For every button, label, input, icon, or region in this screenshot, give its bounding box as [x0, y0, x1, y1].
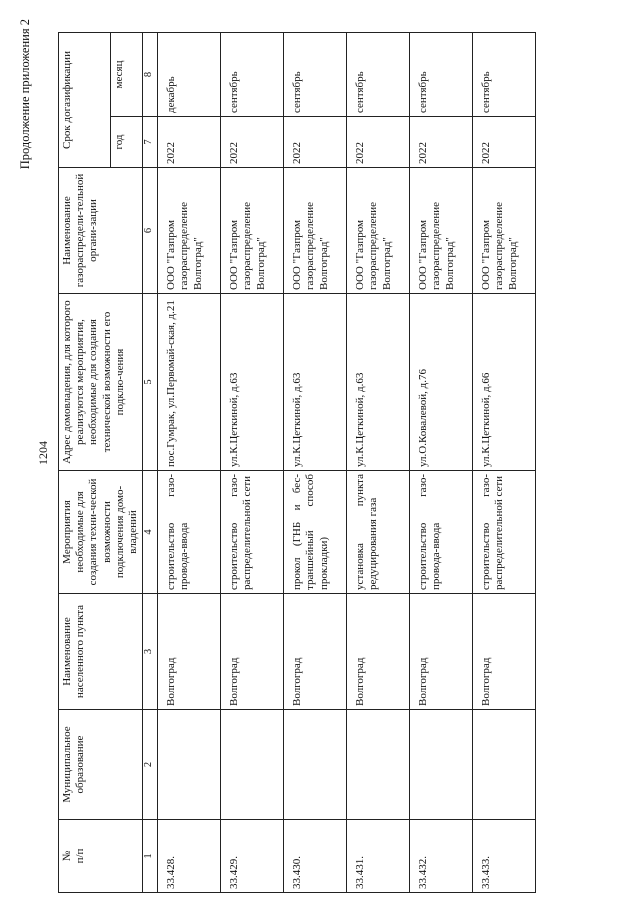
- header-organization: Наименование газораспредели-тельной органи-зации: [59, 168, 143, 294]
- header-year: год: [110, 117, 142, 168]
- row-organization: ООО "Газпром газораспределение Волгоград": [284, 168, 347, 294]
- row-measure: строительство газо-распределительной сети: [473, 471, 536, 594]
- row-municipality: [473, 710, 536, 820]
- row-settlement: Волгоград: [410, 594, 473, 710]
- row-year: 2022: [221, 117, 284, 168]
- row-num: 33.431.: [347, 820, 410, 893]
- row-organization: ООО "Газпром газораспределение Волгоград": [410, 168, 473, 294]
- row-organization: ООО "Газпром газораспределение Волгоград": [158, 168, 221, 294]
- row-year: 2022: [347, 117, 410, 168]
- row-month: сентябрь: [473, 32, 536, 116]
- row-measure: строительство газо-распределительной сети: [221, 471, 284, 594]
- table-row: [158, 32, 221, 892]
- row-address: ул.О.Ковалевой, д.76: [410, 294, 473, 471]
- column-number: 2: [143, 710, 158, 820]
- row-year: 2022: [410, 117, 473, 168]
- row-num: 33.428.: [158, 820, 221, 893]
- header-measures: Мероприятия необходимые для создания техни-ческой возможности подключения домо-владений: [59, 471, 143, 594]
- row-settlement: Волгоград: [221, 594, 284, 710]
- row-num: 33.433.: [473, 820, 536, 893]
- row-address: ул.К.Цеткиной, д.63: [284, 294, 347, 471]
- row-municipality: [221, 710, 284, 820]
- column-number-row: [143, 32, 158, 892]
- header-settlement: Наименование населенного пункта: [59, 594, 143, 710]
- row-num: 33.430.: [284, 820, 347, 893]
- row-measure: строительство газо-провода-ввода: [158, 471, 221, 594]
- table-row: [410, 32, 473, 892]
- header-address: Адрес домовладения, для которого реализуются мероприятия, необходимые для создания технической возможности его подклю-чения: [59, 294, 143, 471]
- table-row: [284, 32, 347, 892]
- header-deadline: Срок догазификации: [59, 32, 111, 167]
- row-month: сентябрь: [410, 32, 473, 116]
- row-month: декабрь: [158, 32, 221, 116]
- column-number: 8: [143, 32, 158, 116]
- table-row: [347, 32, 410, 892]
- row-year: 2022: [473, 117, 536, 168]
- column-number: 6: [143, 168, 158, 294]
- gasification-table: [58, 32, 536, 893]
- row-address: ул.К.Цеткиной, д.63: [347, 294, 410, 471]
- row-address: ул.К.Цеткиной, д.66: [473, 294, 536, 471]
- row-address: ул.К.Цеткиной, д.63: [221, 294, 284, 471]
- row-organization: ООО "Газпром газораспределение Волгоград": [473, 168, 536, 294]
- row-num: 33.432.: [410, 820, 473, 893]
- column-number: 5: [143, 294, 158, 471]
- column-number: 4: [143, 471, 158, 594]
- row-year: 2022: [158, 117, 221, 168]
- table-row: [473, 32, 536, 892]
- row-measure: прокол (ГНБ и бес-траншейный способ прокладки): [284, 471, 347, 594]
- row-measure: установка пункта редуцирования газа: [347, 471, 410, 594]
- header-municipality: Муниципальное образование: [59, 710, 143, 820]
- row-settlement: Волгоград: [158, 594, 221, 710]
- row-address: пос.Гумрак, ул.Первомай-ская, д.21: [158, 294, 221, 471]
- continuation-label: Продолжение приложения 2: [18, 19, 32, 170]
- column-number: 7: [143, 117, 158, 168]
- header-month: месяц: [110, 32, 142, 116]
- page-number: 1204: [36, 441, 50, 465]
- row-municipality: [410, 710, 473, 820]
- row-municipality: [284, 710, 347, 820]
- table-header: [59, 32, 158, 892]
- header-num: № п/п: [59, 820, 143, 893]
- row-num: 33.429.: [221, 820, 284, 893]
- row-organization: ООО "Газпром газораспределение Волгоград": [347, 168, 410, 294]
- row-settlement: Волгоград: [284, 594, 347, 710]
- table-body: [158, 32, 536, 892]
- row-measure: строительство газо-провода-ввода: [410, 471, 473, 594]
- row-municipality: [347, 710, 410, 820]
- row-year: 2022: [284, 117, 347, 168]
- column-number: 1: [143, 820, 158, 893]
- row-settlement: Волгоград: [473, 594, 536, 710]
- row-month: сентябрь: [221, 32, 284, 116]
- row-month: сентябрь: [347, 32, 410, 116]
- row-organization: ООО "Газпром газораспределение Волгоград": [221, 168, 284, 294]
- table-row: [221, 32, 284, 892]
- row-municipality: [158, 710, 221, 820]
- row-month: сентябрь: [284, 32, 347, 116]
- column-number: 3: [143, 594, 158, 710]
- row-settlement: Волгоград: [347, 594, 410, 710]
